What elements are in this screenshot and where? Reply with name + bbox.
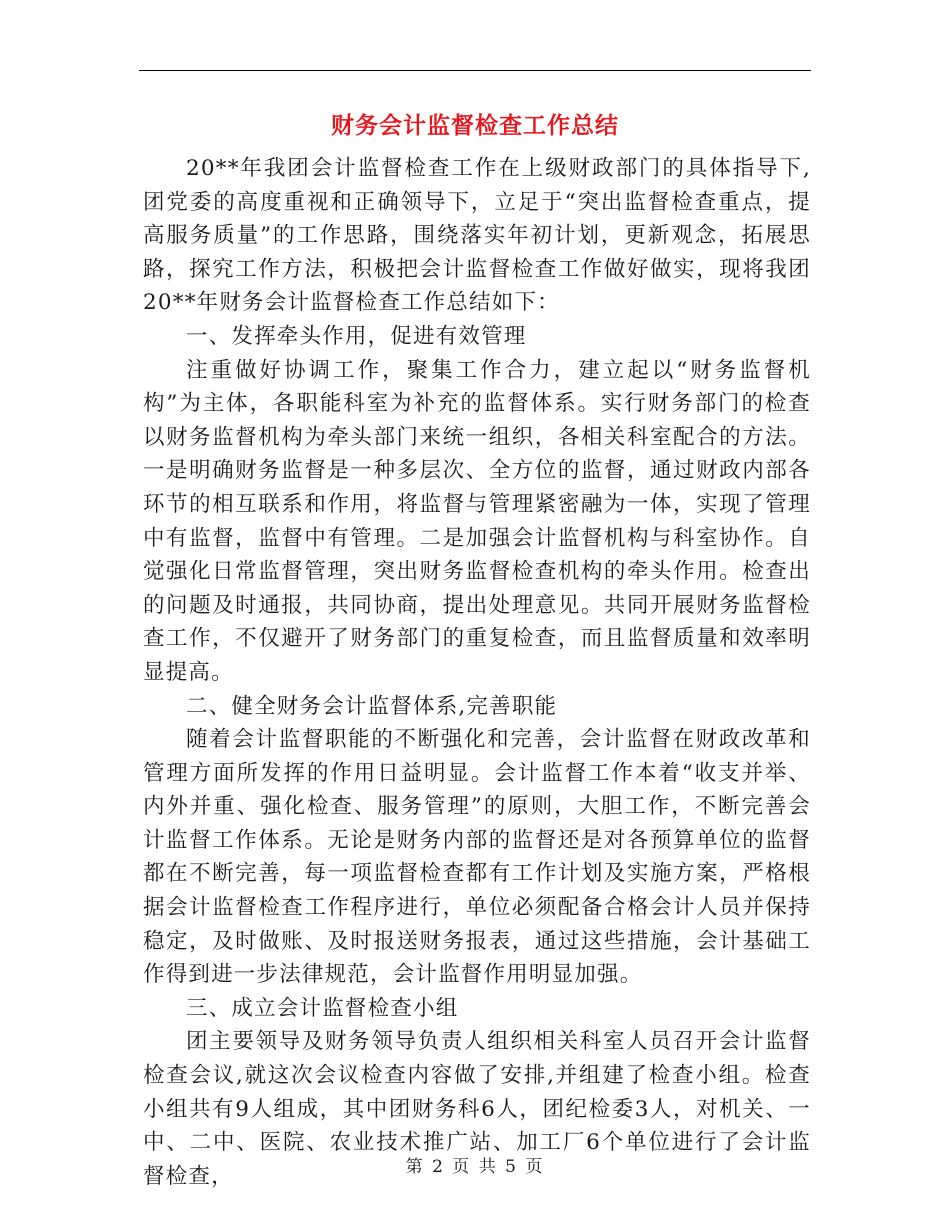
header-rule [139,70,811,71]
document-title: 财务会计监督检查工作总结 [331,112,619,139]
page-number: 第 2 页 共 5 页 [405,1157,545,1177]
intro-paragraph: 20**年我团会计监督检查工作在上级财政部门的具体指导下,团党委的高度重视和正确领导下，立足于“突出监督检查重点，提高服务质量”的工作思路，围绕落实年初计划，更新观念，拓展思路，探究工作方法，积极把会计监督检查工作做好做实，现将我团20**年财务会计监督检查工作总结如下： [143,156,811,316]
section-3-paragraph: 团主要领导及财务领导负责人组织相关科室人员召开会计监督检查会议,就这次会议检查内容做了安排,并组建了检查小组。检查小组共有9人组成，其中团财务科6人，团纪检委3人，对机关、一中、二中、医院、农业技术推广站、加工厂6个单位进行了会计监督检查， [143,1029,811,1189]
document-body [143,152,811,1193]
section-1-paragraph: 注重做好协调工作，聚集工作合力，建立起以“财务监督机构”为主体，各职能科室为补充的监督体系。实行财务部门的检查以财务监督机构为牵头部门来统一组织，各相关科室配合的方法。一是明确财务监督是一种多层次、全方位的监督，通过财政内部各环节的相互联系和作用，将监督与管理紧密融为一体，实现了管理中有监督，监督中有管理。二是加强会计监督机构与科室协作。自觉强化日常监督管理，突出财务监督检查机构的牵头作用。检查出的问题及时通报，共同协商，提出处理意见。共同开展财务监督检查工作，不仅避开了财务部门的重复检查，而且监督质量和效率明显提高。 [143,357,811,685]
section-heading-2: 二、健全财务会计监督体系,完善职能 [186,693,558,719]
section-2-paragraph: 随着会计监督职能的不断强化和完善，会计监督在财政改革和管理方面所发挥的作用日益明显。会计监督工作本着“收支并举、内外并重、强化检查、服务管理”的原则，大胆工作，不断完善会计监督工作体系。无论是财务内部的监督还是对各预算单位的监督都在不断完善，每一项监督检查都有工作计划及实施方案，严格根据会计监督检查工作程序进行，单位必须配备合格会计人员并保持稳定，及时做账、及时报送财务报表，通过这些措施，会计基础工作得到进一步法律规范，会计监督作用明显加强。 [143,727,811,988]
section-heading-1: 一、发挥牵头作用，促进有效管理 [186,323,527,349]
section-heading-3: 三、成立会计监督检查小组 [186,995,459,1021]
